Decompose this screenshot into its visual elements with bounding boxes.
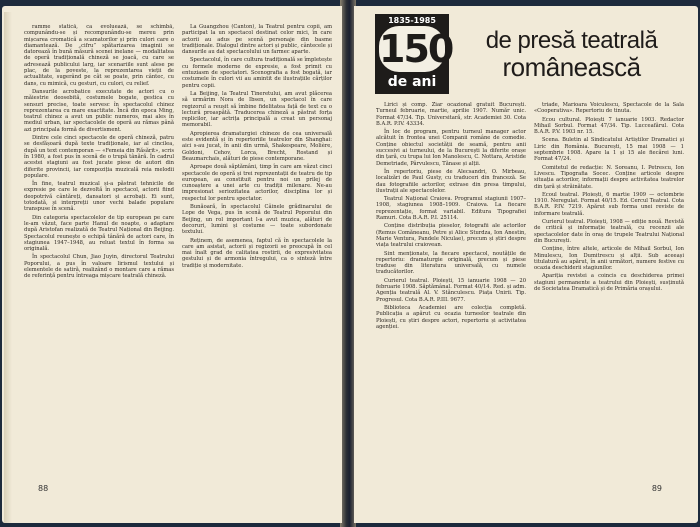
paragraph: Lirici și comp. Ziar ocazional gratuit București. Turneul februarie, martie, aprilie 1907. Număr unic. Format 47/34. Tip. Universitară, str. Academiei 30. Cota B.A.R. P.IV. 43334. — [376, 102, 526, 127]
left-page — [2, 6, 342, 523]
paragraph: Curierul teatral. Ploiești, 15 ianuarie 1908 — 20 februarie 1908. Săptămânal. Format 40/14. Red. și adm. Agenția teatrală Al. V. Stănculescu. Piața Unirii. Tip. Progresul. Cota B.A.R. P.III. 9677. — [376, 277, 526, 303]
paragraph: În fine, teatrul muzical și-a păstrat tehnicile de expresie pe care le dezvoltă în spectacol, actorii fiind deopotrivă cântăreți, dansatori și acrobați. Ei sunt, totodată, și interpreții unor vechi balade populare transpuse în scenă. — [24, 181, 174, 213]
article-title — [454, 28, 689, 80]
paragraph: În repertoriu, piese de Alecsandri, O. Mirbeau, localizări de Paul Gusty, cu traduceri din franceză. Se dau fotografiile actorilor, extrase din presa timpului, ilustrații ale spectacolelor. — [376, 168, 526, 194]
logo-years: 1835-1985 — [388, 16, 436, 25]
paragraph: Sint menționate, la fiecare spectacol, noutățile de repertoriu: dramaturgie originală, precum și piese traduse din literatura universală, cu numele traducătorilor. — [376, 250, 526, 276]
paragraph: ramme statică, ca evoluează, se schimbă, compunându-se și recompunându-se mereu prin mișcarea cromatică a scamatorilor și prin culori care o diamantează. De „cifru” spătarizarea imaginii se datorează în bună măsură scenei inelane — modalitatea de operă tradițională chineză se joacă, cu care se adresează publicului larg, iar scenariile sunt alese pe plac, de la poveste, la reprezentarea vieții de actualitate, sugerând pe cât se poate, prin cântec, cu dans, cu mimică, cu gesturi, cu culori, cu relief. — [24, 24, 174, 87]
right-page — [354, 6, 698, 523]
paragraph: Bunăoară, în spectacolul Câinele grădinarului de Lope de Vega, pus în scenă de Teatrul Poporului din Beijing, un rol important l-a avut muzica, alături de decoruri, lumini și costume — toate subordonate textului. — [182, 204, 332, 236]
paragraph: Reținem, de asemenea, faptul că în spectacolele la care am asistat, actorii și regizorii se preocupă în cel mai înalt grad de calitatea rostirii, de expresivitatea gestului și de armonia întregului, ca o sinteză între tradiție și modernitate. — [182, 237, 332, 269]
paragraph: La Beijing, la Teatrul Tineretului, am avut plăcerea să urmărim Nora de Ibsen, un spectacol în care regizorul a reușit să îmbine fidelitatea față de text cu o lectură proaspătă. Traducerea chineză a păstrat forța replicilor, iar actrița principală a creat un personaj memorabil. — [182, 90, 332, 129]
paragraph: Apariția revistei a coincis cu deschiderea primei stagiuni permanente a teatrului din Ploiești, susținută de Societatea Dramatică și de Primăria orașului. — [534, 273, 684, 293]
paragraph: Aproape două săptămâni, timp în care am văzut cinci spectacole de operă și trei reprezentații de teatru de tip european, au constituit pentru noi un prilej de cunoaștere a unei arte cu tradiții milenare. Ne-au impresionat seriozitatea actorilor, disciplina lor și respectul lor pentru spectator. — [182, 164, 332, 202]
anniversary-logo — [375, 14, 453, 94]
paragraph: Ecou cultural. Ploiești 7 ianuarie 1903. Redactor Mihail Sorbul. Format 47/34. Tip. Lucceafărul. Cota B.A.R. P.V. 1903 nr. 15. — [534, 116, 684, 136]
paragraph: Conține distribuția pieselor, fotografii ale actorilor (Remus Comăneanu, Petre și Alice Sturdza, Ion Anestin, Marie Ventura, Pandele Niculae), precum și știri despre viața teatrului craiovean. — [376, 223, 526, 249]
title-line-2: românească — [502, 52, 641, 82]
paragraph: Curierul teatral. Ploiești, 1908 — ediție nouă. Revistă de critică și informație teatrală, cu recenzii ale spectacolelor date în oraș de trupele Teatrului Național din București. — [534, 219, 684, 244]
paragraph: Comitetul de redacție: N. Soreanu, I. Petrescu, Ion Livescu. Tipografia Socec. Conține articole despre situația actorilor, informații despre activitatea teatrelor din țară și străinătate. — [534, 164, 684, 190]
paragraph: În loc de program, pentru turneul manager actor alcătuit în frontea unei Companii române de comedie. Conține obiectul societății de seamă, pentru anii succesivi ai turneului, de la București la diferite orașe din țară, cu trupa lui Ion Manolescu, C. Nottara, Aristide Demetriade, Pârvulescu, Tănase și alții. — [376, 129, 526, 167]
paragraph: Scena. Buletin al Sindicatului Artiștilor Dramatici și Liric din România. București, 15 mai 1908 — 1 septembrie 1908. Apare la 1 și 15 ale fiecărei luni. Format 47/24. — [534, 137, 684, 163]
paragraph: Biblioteca Academiei are colecția completă. Publicația a apărut cu ocazia turneelor teatrale din Ploiești, cu știri despre actori, repertoriu și activitatea agenției. — [376, 304, 526, 330]
right-column-2 — [534, 102, 684, 494]
logo-label: de ani — [387, 74, 437, 90]
paragraph: În spectacolul Chun, Jiao Juyin, directorul Teatrului Poporului, a pus în valoare lirismul textului și elementele de satiră, realizând o montare care a rămas de referință pentru întreaga mișcare teatrală chineză. — [24, 254, 174, 280]
paragraph: triade, Marioara Voiculescu, Spectacole de la Sala «Cooperativa». Repertoriu de tinuta. — [534, 102, 684, 115]
paragraph: Dansurile acrobatice executate de actori cu o măiestrie deosebită, costumele bogate, gestica cu sensuri precise, toate servesc în spectacolul chinez reprezentarea cu mare exactitate. Încă din epoca Ming, teatrul chinez a avut un public numeros, mai ales în mediul urban, iar spectacolele de operă au rămas până azi principala formă de divertisment. — [24, 88, 174, 133]
right-column-1 — [376, 102, 526, 494]
page-number: 89 — [651, 484, 662, 493]
paragraph: Apropierea dramaturgiei chineze de cea universală este evidentă și în repertoriile teatrelor din Shanghai: aici s-au jucat, în anii din urmă, Shakespeare, Molière, Goldoni, Cehov, Lorca, Brecht, Rostand și Beaumarchais, alături de piese contemporane. — [182, 130, 332, 162]
left-column-2 — [182, 24, 332, 490]
logo-number: 150 — [379, 27, 453, 71]
paragraph: Teatrul Național Craiova. Programul stagiunii 1907–1908, stagiunea 1908–1909. Craiova. La fiecare reprezentație, format variabil. Editura Tipografiei Ramuri. Cota B.A.R. P.I. 25114. — [376, 196, 526, 222]
paragraph: Conține, între altele, articole de Mihail Sorbul, Ion Minulescu, Ion Dumitrescu și alții. Sub aceeași titulatură au apărut, în anii următori, numere festive cu ocazia deschiderii stagiunilor. — [534, 246, 684, 272]
page-edge — [4, 12, 12, 523]
paragraph: Ecoul teatral. Ploiești, 6 martie 1909 — octombrie 1910. Neregulat. Format 40/15. Ed. Cercul Teatral. Cota B.A.R. P.IV. 7219. Apărut sub forma unei reviste de informare teatrală. — [534, 191, 684, 217]
paragraph: La Guangzhou (Canton), la Teatrul pentru copii, am participat la un spectacol destinat celor mici, în care actorii au adus pe scenă personaje din basme tradiționale. Dialogul dintre actori și public, cântecele și dansurile au dat spectacolului un farmec aparte. — [182, 24, 332, 56]
title-line-1: de presă teatrală — [485, 27, 658, 54]
paragraph: Din categoria spectacolelor de tip european pe care le-am văzut, face parte Hanul de noapte, o adaptare după Aristofan realizată de Teatrul Național din Beijing. Spectacolul reunește o echipă tânără de actori care, în stagiunea 1947–1948, au reluat textul în forma sa originală. — [24, 214, 174, 253]
left-column-1 — [24, 24, 174, 490]
paragraph: Dintre cele cinci spectacole de operă chineză, patru se desfășoară după texte tradiționale, iar al cincilea, după un text contemporan — «Femeia din Răsărit», scris în 1980, a fost pus în scenă de o trupă tânără. În cadrul acestei stagiuni au fost jucate piese de autori din diferite provincii, iar compoziția muzicală reia melodii populare. — [24, 135, 174, 179]
paragraph: Spectacolul, în care cultura tradițională se împletește cu formele moderne de expresie, a fost primit cu entuziasm de spectatori. Scenografia a fost bogată, iar costumele în culori vii au amintit de ilustrațiile cărților pentru copii. — [182, 57, 332, 89]
page-number: 88 — [38, 484, 49, 493]
